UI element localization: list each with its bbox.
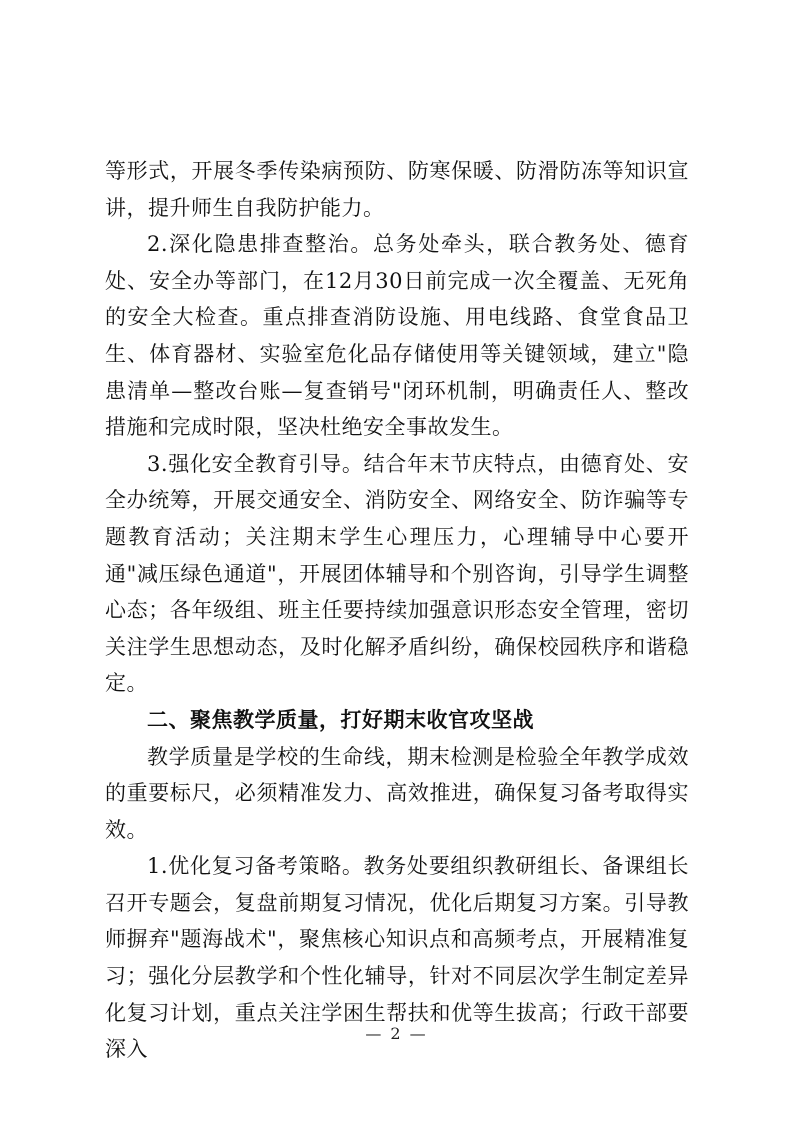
paragraph-teaching-quality-intro: 教学质量是学校的生命线，期末检测是检验全年教学成效的重要标尺，必须精准发力、高效推进，确保复习备考取得实效。 [105,744,689,842]
paragraph-continuation: 等形式，开展冬季传染病预防、防寒保暖、防滑防冻等知识宣讲，提升师生自我防护能力。 [105,159,689,220]
document-body [105,153,689,1068]
page-number: — 2 — [365,1024,428,1043]
paragraph-review-strategy: 1.优化复习备考策略。教务处要组织教研组长、备课组长召开专题会，复盘前期复习情况，优化后期复习方案。引导教师摒弃"题海战术"，聚焦核心知识点和高频考点，开展精准复习；强化分层教学和个性化辅导，针对不同层次学生制定差异化复习计划，重点关注学困生帮扶和优等生拔高；行政干部要深入 [105,854,689,1062]
section-heading-teaching-quality: 二、聚焦教学质量，打好期末收官攻坚战 [147,706,534,732]
paragraph-safety-education: 3.强化安全教育引导。结合年末节庆特点，由德育处、安全办统筹，开展交通安全、消防安全、网络安全、防诈骗等专题教育活动；关注期末学生心理压力，心理辅导中心要开通"减压绿色通道"，开展团体辅导和个别咨询，引导学生调整心态；各年级组、班主任要持续加强意识形态安全管理，密切关注学生思想动态，及时化解矛盾纠纷，确保校园秩序和谐稳定。 [105,451,689,696]
paragraph-hazard-inspection: 2.深化隐患排查整治。总务处牵头，联合教务处、德育处、安全办等部门，在12月30日前完成一次全覆盖、无死角的安全大检查。重点排查消防设施、用电线路、食堂食品卫生、体育器材、实验室危化品存储使用等关键领域，建立"隐患清单—整改台账—复查销号"闭环机制，明确责任人、整改措施和完成时限，坚决杜绝安全事故发生。 [105,232,689,440]
